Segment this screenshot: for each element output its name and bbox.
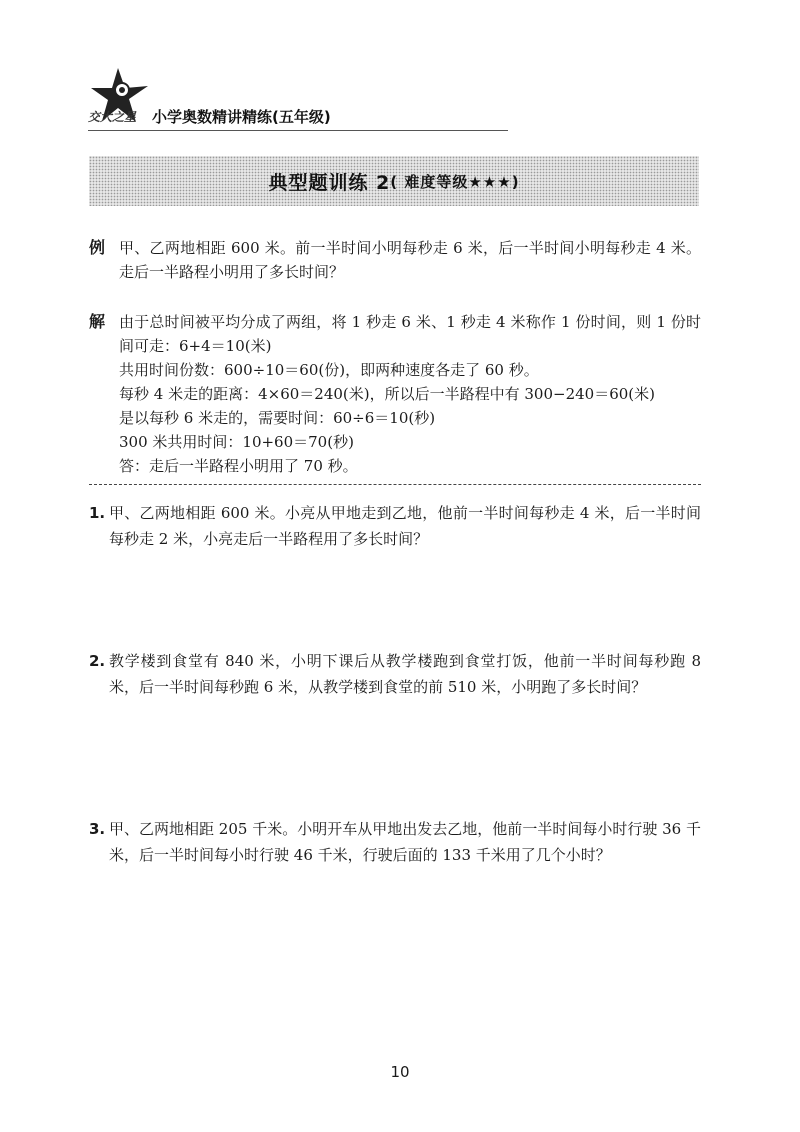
question-text: 甲、乙两地相距 600 米。小亮从甲地走到乙地，他前一半时间每秒走 4 米，后一半时间每秒走 2 米，小亮走后一半路程用了多长时间？ xyxy=(109,504,701,548)
question-number: 1. xyxy=(89,504,106,522)
page-header xyxy=(88,66,508,132)
question-text: 甲、乙两地相距 205 千米。小明开车从甲地出发去乙地，他前一半时间每小时行驶 36 千米，后一半时间每小时行驶 46 千米，行驶后面的 133 千米用了几个小时？ xyxy=(109,820,701,864)
question-1 xyxy=(89,500,701,552)
example-label: 例 xyxy=(89,238,106,257)
book-title: 小学奥数精讲精练(五年级) xyxy=(152,108,331,126)
solution-answer: 答：走后一半路程小明用了 70 秒。 xyxy=(119,457,358,475)
section-banner xyxy=(89,156,699,206)
header-divider xyxy=(88,130,508,131)
page-number: 10 xyxy=(390,1063,410,1081)
solution-line: 共用时间份数：600÷10＝60(份)，即两种速度各走了 60 秒。 xyxy=(119,361,539,379)
example-block xyxy=(89,236,701,284)
example-text: 甲、乙两地相距 600 米。前一半时间小明每秒走 6 米，后一半时间小明每秒走 4 米。走后一半路程小明用了多长时间？ xyxy=(119,239,701,281)
question-number: 3. xyxy=(89,820,106,838)
solution-line: 每秒 4 米走的距离：4×60＝240(米)，所以后一半路程中有 300−240＝60(米) xyxy=(119,385,656,403)
solution-label: 解 xyxy=(89,312,106,331)
question-3 xyxy=(89,816,701,868)
dashed-divider xyxy=(89,484,701,485)
question-2 xyxy=(89,648,701,700)
solution-line: 是以每秒 6 米走的，需要时间：60÷6＝10(秒) xyxy=(119,409,436,427)
brand-logotype: 交大之星 xyxy=(88,110,137,124)
difficulty-level: ( 难度等级★★★) xyxy=(390,172,520,191)
solution-intro: 由于总时间被平均分成了两组，将 1 秒走 6 米、1 秒走 4 米称作 1 份时间，则 1 份时间可走：6+4＝10(米) xyxy=(119,313,701,355)
solution-block xyxy=(89,310,701,478)
section-title: 典型题训练 2 xyxy=(268,171,391,194)
question-text: 教学楼到食堂有 840 米，小明下课后从教学楼跑到食堂打饭，他前一半时间每秒跑 8 米，后一半时间每秒跑 6 米，从教学楼到食堂的前 510 米，小明跑了多长时间？ xyxy=(109,652,701,696)
question-number: 2. xyxy=(89,652,106,670)
solution-line: 300 米共用时间：10+60＝70(秒) xyxy=(119,433,354,451)
